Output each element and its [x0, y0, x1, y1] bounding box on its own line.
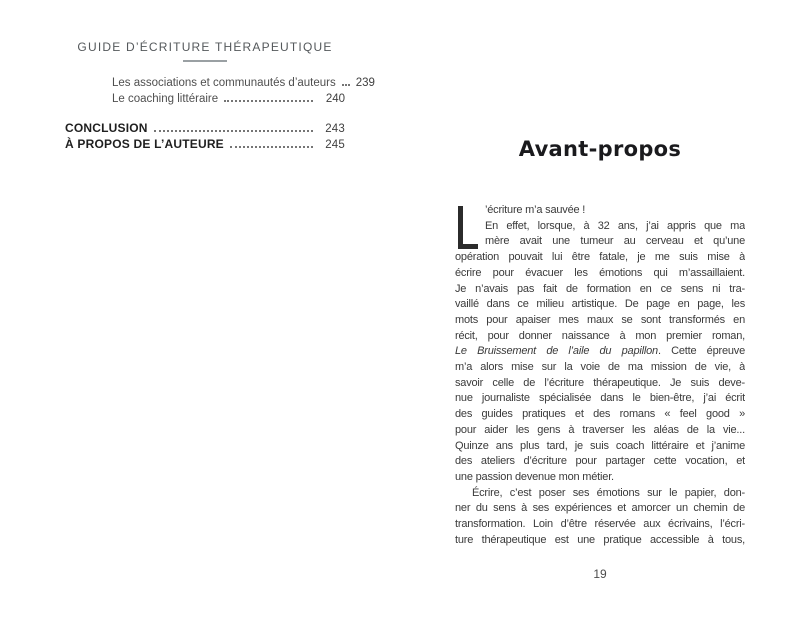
body-text-segment: écrire pour évacuer les émotions qui m’assaillaient. [455, 266, 745, 279]
toc-row [65, 137, 345, 153]
drop-cap-letter [458, 206, 478, 249]
body-text-segment: nue journaliste spécialisée dans le bien-être, j’ai écrit [455, 392, 745, 405]
book-title-italic: Le Bruissement de l’aile du papillon [455, 345, 658, 358]
body-line [455, 486, 745, 502]
body-text-segment: Je n’avais pas fait de formation en ce sens ni tra- [455, 282, 745, 295]
body-line [455, 250, 745, 266]
right-page [455, 137, 745, 581]
left-page [65, 40, 375, 152]
table-of-contents [65, 77, 375, 152]
page-number: 19 [593, 567, 607, 581]
body-line [455, 297, 745, 313]
dot-leader [224, 100, 313, 102]
body-text-segment: m’a alors mise sur la voie de ma mission de vie, à [455, 361, 745, 374]
body-line [455, 282, 745, 298]
running-header: GUIDE D’ÉCRITURE THÉRAPEUTIQUE [77, 40, 333, 54]
toc-row [65, 93, 345, 109]
body-line [455, 391, 745, 407]
body-text-segment: récit, pour donner naissance à mon premier roman, [455, 329, 745, 342]
body-text-segment: des guides pratiques et des romans « feel good » [455, 408, 745, 421]
chapter-heading: Avant-propos [518, 137, 682, 161]
body-text [455, 203, 745, 548]
body-line [455, 360, 745, 376]
body-line [455, 329, 745, 345]
body-line [455, 533, 745, 549]
body-line [455, 266, 745, 282]
body-line [455, 344, 745, 360]
body-text-segment: savoir celle de l’écriture thérapeutique. Je suis deve- [455, 376, 745, 389]
toc-entry-page: 239 [355, 77, 375, 89]
body-line [455, 439, 745, 455]
body-text-segment: une passion devenue mon métier. [455, 470, 614, 483]
body-text-segment: transformation. Loin d’être réservée aux écrivains, l’écri- [455, 518, 745, 531]
body-text-segment: En effet, lorsque, à 32 ans, j’ai appris que ma [485, 219, 745, 232]
body-line [455, 423, 745, 439]
body-line [455, 517, 745, 533]
body-text-segment: Quinze ans plus tard, je suis coach littéraire et j’anime [455, 439, 745, 452]
body-text-segment: pour aider les gens à traverser les aléas de la vie... [455, 423, 745, 436]
body-line [455, 313, 745, 329]
body-line [455, 203, 745, 219]
body-text-segment: des ateliers d’écriture pour partager cette vocation, et [455, 455, 745, 468]
toc-row [65, 121, 345, 137]
dot-leader [154, 130, 313, 132]
header-rule [183, 60, 227, 62]
body-line [455, 470, 745, 486]
body-text-segment: ner du sens à ses expériences et amorcer un chemin de [455, 502, 745, 515]
dot-leader [230, 146, 313, 148]
body-text-segment: mots pour apaiser mes maux se sont transformés en [455, 313, 745, 326]
body-text-segment: mère avait une tumeur au cerveau et qu’une [485, 235, 745, 248]
body-text-segment: opération pouvait lui être fatale, je me suis mise à [455, 251, 745, 264]
body-line [455, 219, 745, 235]
body-line [455, 234, 745, 250]
body-line [455, 376, 745, 392]
toc-entry-page: 245 [325, 138, 345, 151]
toc-entry-page: 243 [325, 123, 345, 135]
body-line [455, 501, 745, 517]
body-text-segment: ’écriture m’a sauvée ! [485, 204, 586, 216]
toc-row [65, 77, 375, 93]
toc-entry-label: À PROPOS DE L’AUTEURE [65, 136, 224, 151]
toc-entry-page: 240 [325, 92, 345, 105]
body-text-segment: Écrire, c’est poser ses émotions sur le papier, don- [472, 486, 745, 499]
body-line [455, 454, 745, 470]
body-text-segment: vaillé dans ce milieu artistique. De page en page, les [455, 298, 745, 311]
body-text-segment: ture thérapeutique est une pratique accessible à tous, [455, 533, 745, 546]
body-line [455, 407, 745, 423]
toc-entry-label: Le coaching littéraire [112, 92, 219, 105]
toc-entry-label: Les associations et communautés d’auteurs [112, 77, 336, 89]
dot-leader [342, 84, 350, 86]
toc-entry-label: CONCLUSION [65, 121, 148, 135]
body-text-segment: . Cette épreuve [657, 345, 745, 358]
